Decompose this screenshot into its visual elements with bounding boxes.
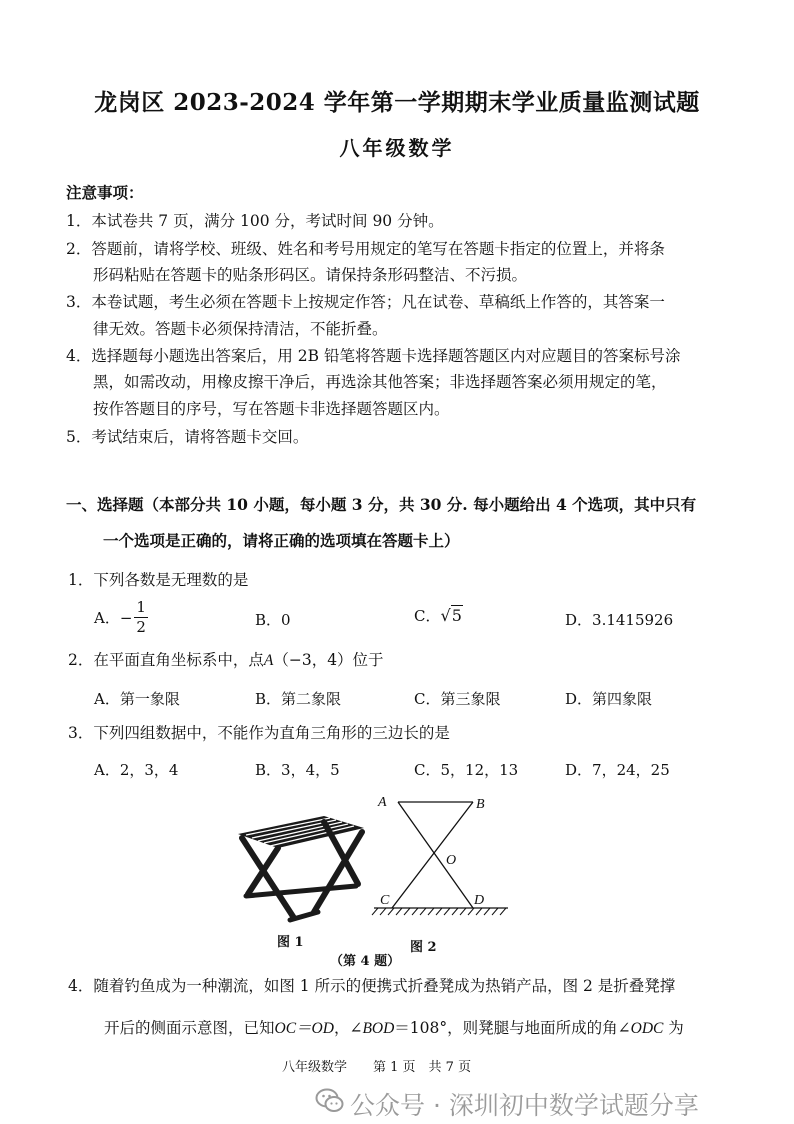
notes-item-4-cont2: 按作答题目的序号，写在答题卡非选择题答题区内。: [93, 400, 450, 418]
question-4-line-1: 4．随着钓鱼成为一种潮流，如图 1 所示的便携式折叠凳成为热销产品，图 2 是折叠凳撑: [68, 977, 676, 995]
figure-1-label: 图 1: [277, 935, 304, 950]
label-b: B: [476, 797, 485, 812]
question-1-option-b: B．0: [255, 611, 291, 629]
question-3-option-b: B．3，4，5: [255, 761, 340, 779]
segment-ad: [398, 802, 473, 908]
fraction-numerator: 1: [136, 598, 146, 616]
option-a-label: A．: [94, 609, 120, 627]
q4-text-pre: 开后的侧面示意图，已知: [104, 1019, 275, 1037]
question-2-option-c: C．第三象限: [414, 690, 501, 708]
notes-item-5: 5．考试结束后，请将答题卡交回。: [66, 428, 309, 446]
notes-heading: 注意事项：: [66, 183, 144, 202]
question-3-option-c: C．5，12，13: [414, 761, 519, 779]
question-3-stem: 3．下列四组数据中，不能作为直角三角形的三边长的是: [68, 724, 450, 742]
question-1-option-a: [94, 598, 148, 637]
section-heading-cont: 一个选项是正确的，请将正确的选项填在答题卡上）: [103, 531, 460, 550]
notes-item-3: 3．本卷试题，考生必须在答题卡上按规定作答；凡在试卷、草稿纸上作答的，其答案一: [66, 293, 665, 311]
notes-item-2-cont: 形码粘贴在答题卡的贴条形码区。请保持条形码整洁、不污损。: [93, 266, 528, 284]
label-c: C: [380, 893, 390, 908]
question-2-option-a: A．第一象限: [94, 690, 180, 708]
question-2-option-d: D．第四象限: [565, 690, 653, 708]
q4-text-mid2: ＝108°，则凳腿与地面所成的角∠: [394, 1019, 631, 1037]
question-4-line-2: [104, 1018, 684, 1039]
radicand: 5: [451, 606, 462, 625]
exam-subtitle: 八年级数学: [339, 136, 455, 160]
sqrt-five: √5: [440, 606, 462, 625]
question-3-option-a: A．2，3，4: [94, 761, 179, 779]
question-1-stem: 1．下列各数是无理数的是: [68, 571, 249, 589]
fraction-one-half: [134, 598, 148, 637]
question-1-option-c: [414, 605, 463, 626]
question-3-option-d: D．7，24，25: [565, 761, 670, 779]
q4-equation-oc-od: OC＝OD: [274, 1020, 334, 1037]
page-footer: 八年级数学 第 1 页 共 7 页: [282, 1060, 472, 1075]
q4-angle-bod: BOD: [362, 1020, 395, 1037]
watermark-text: 公众号 · 深圳初中数学试题分享: [350, 1091, 699, 1120]
figure-2-label: 图 2: [410, 940, 437, 955]
fraction-denominator: 2: [136, 618, 146, 636]
option-c-label: C．: [414, 607, 441, 625]
question-2-stem: [68, 650, 384, 671]
point-a: A: [263, 652, 274, 669]
ground-hatching: [372, 908, 506, 915]
label-d: D: [474, 893, 485, 908]
figure-caption: （第 4 题）: [330, 954, 401, 969]
question-2-option-b: B．第二象限: [255, 690, 342, 708]
wechat-icon: [315, 1087, 345, 1115]
folding-stool-image: [232, 808, 372, 930]
label-o: O: [446, 853, 457, 868]
q4-angle-odc: ODC: [630, 1020, 664, 1037]
segment-bc: [392, 802, 473, 908]
minus-sign: −: [119, 608, 133, 627]
section-heading: 一、选择题（本部分共 10 小题，每小题 3 分，共 30 分. 每小题给出 4 个选项，其中只有: [66, 495, 697, 514]
exam-title: 龙岗区 2023-2024 学年第一学期期末学业质量监测试题: [94, 89, 700, 116]
q4-text-post: 为: [663, 1019, 684, 1037]
notes-item-4-cont: 黑，如需改动，用橡皮擦干净后，再选涂其他答案；非选择题答案必须用规定的笔，: [93, 373, 667, 391]
notes-item-3-cont: 律无效。答题卡必须保持清洁，不能折叠。: [93, 320, 388, 338]
question-1-option-d: D．3.1415926: [565, 611, 674, 629]
notes-item-4: 4．选择题每小题选出答案后，用 2B 铅笔将答题卡选择题答题区内对应题目的答案标号涂: [66, 347, 681, 365]
q4-text-mid: ，∠: [333, 1019, 363, 1037]
question-2-stem-pre: 2．在平面直角坐标系中，点: [68, 651, 264, 669]
notes-item-1: 1．本试卷共 7 页，满分 100 分，考试时间 90 分钟。: [66, 212, 444, 230]
label-a: A: [378, 795, 387, 810]
notes-item-2: 2．答题前，请将学校、班级、姓名和考号用规定的笔写在答题卡指定的位置上，并将条: [66, 240, 665, 258]
question-2-stem-post: （−3，4）位于: [273, 651, 384, 669]
geometry-diagram: [366, 790, 526, 920]
